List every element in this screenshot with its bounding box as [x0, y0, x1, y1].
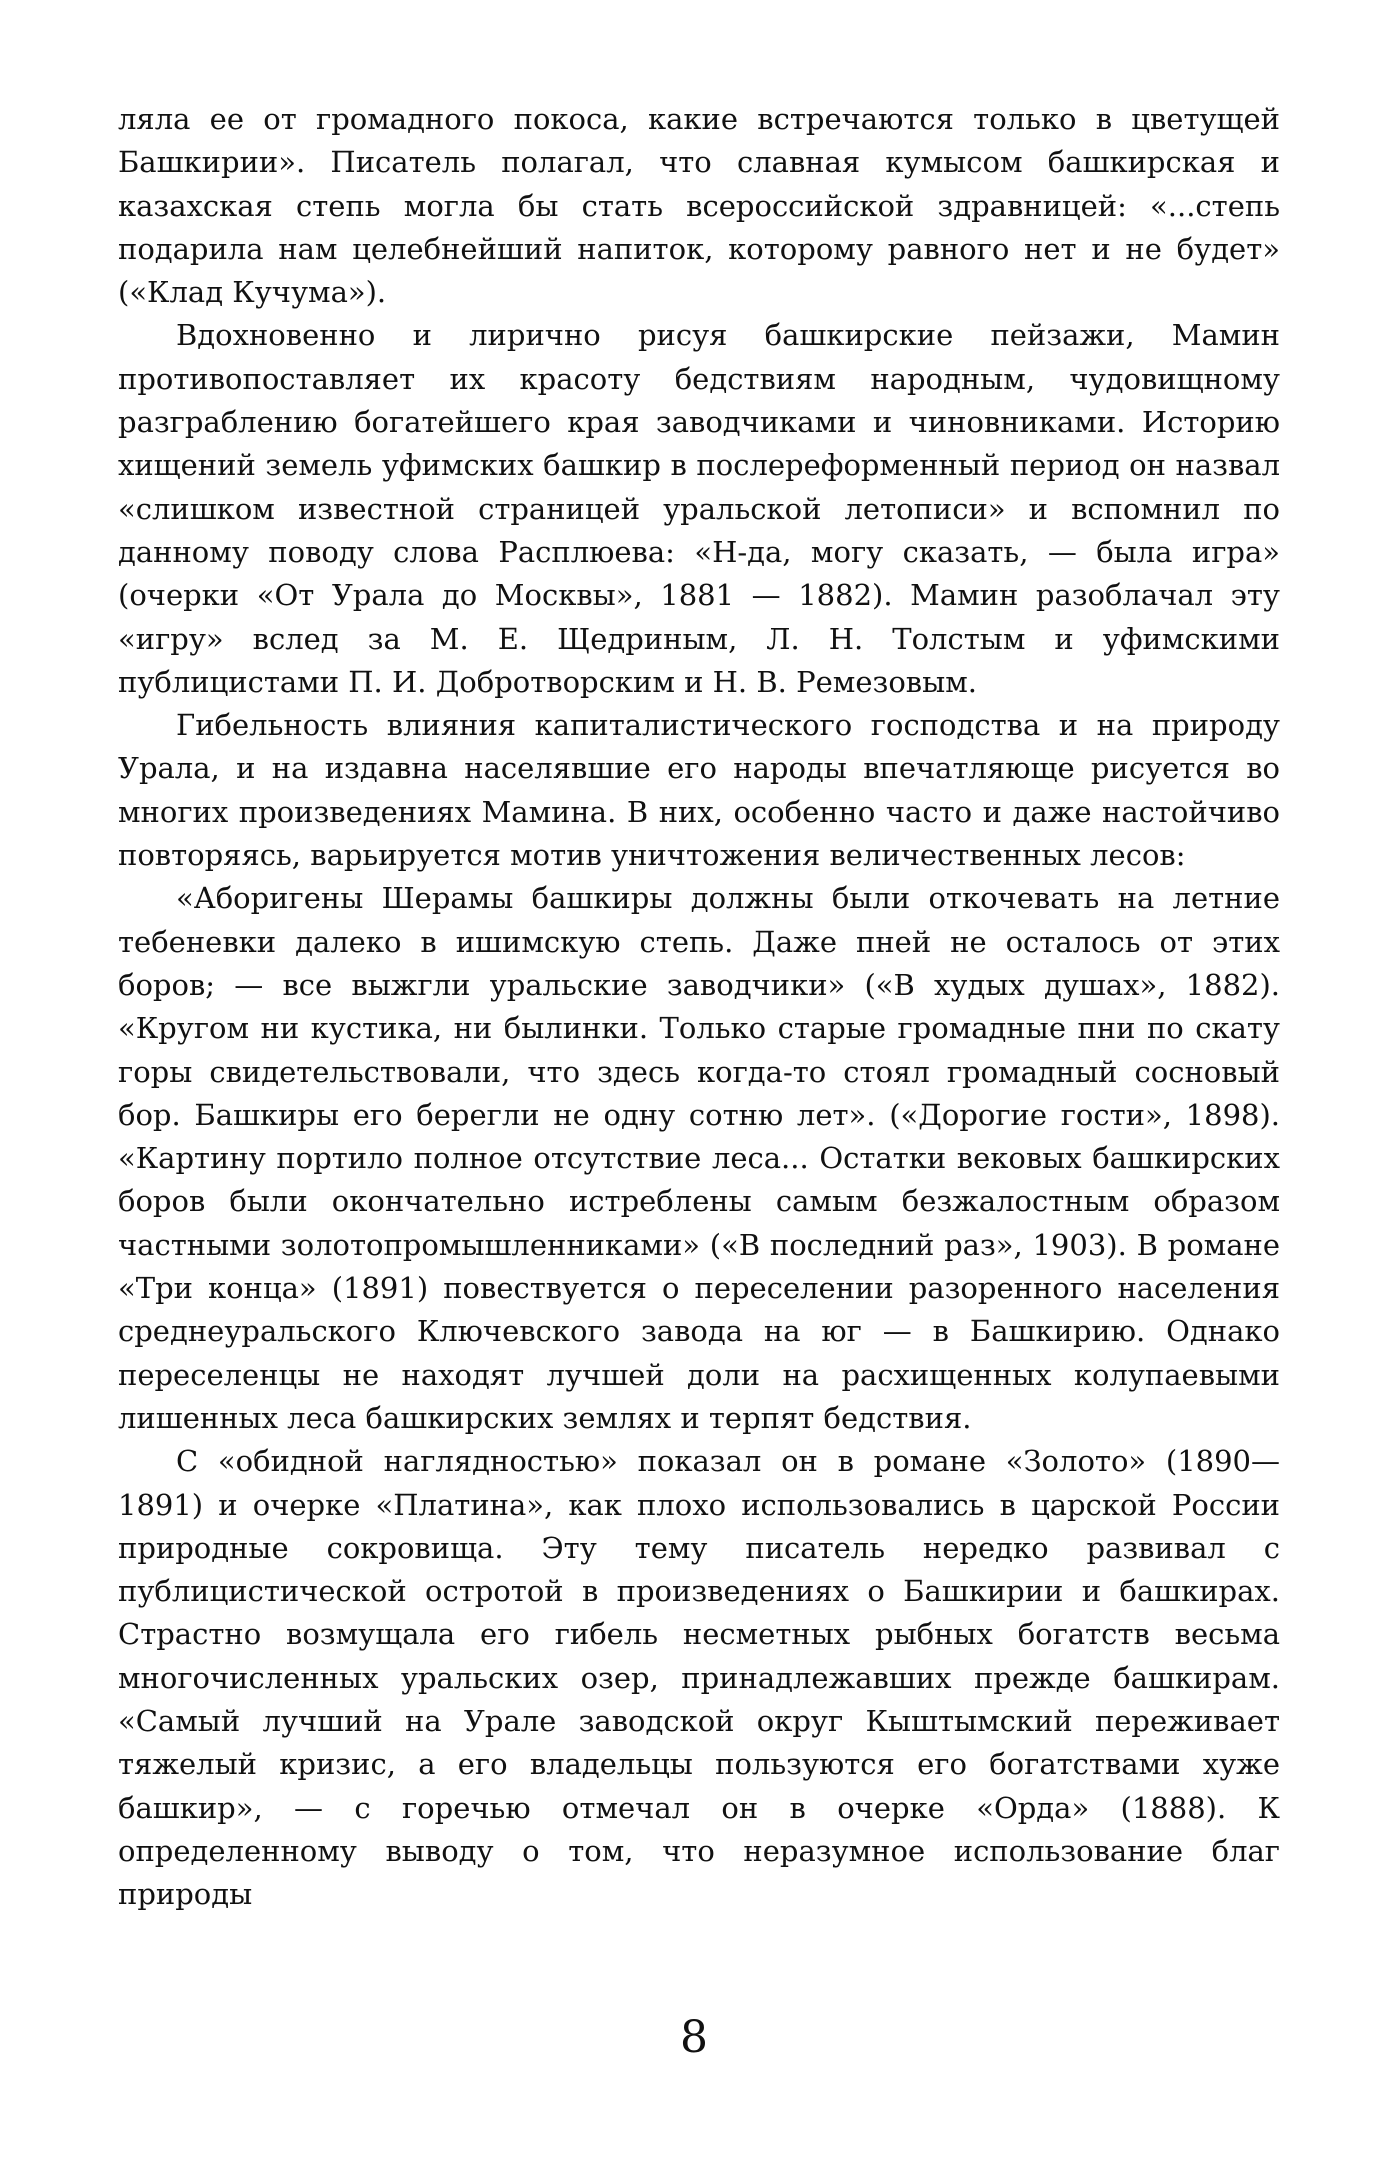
paragraph-1: ляла ее от громадного покоса, какие встречаются только в цветущей Башкирии». Писатель полагал, что славная кумысом башкирская и казахская степь могла бы стать всероссийской здравницей: «...степь подарила нам целебнейший напиток, которому равного нет и не будет» («Клад Кучума»).	[118, 102, 1280, 310]
paragraph-4: «Аборигены Шерамы башкиры должны были откочевать на летние тебеневки далеко в ишимскую степь. Даже пней не осталось от этих боров; — все выжгли уральские заводчики» («В худых душах», 1882). «Кругом ни кустика, ни былинки. Только старые громадные пни по скату горы свидетельствовали, что здесь когда-то стоял громадный сосновый бор. Башкиры его берегли не одну сотню лет». («Дорогие гости», 1898). «Картину портило полное отсутствие леса... Остатки вековых башкирских боров были окончательно истреблены самым безжалостным образом частными золотопромышленниками» («В последний раз», 1903). В романе «Три конца» (1891) повествуется о переселении разоренного населения среднеуральского Ключевского завода на юг — в Башкирию. Однако переселенцы не находят лучшей доли на расхищенных колупаевыми лишенных леса башкирских землях и терпят бедствия.	[118, 881, 1280, 1435]
paragraph-3: Гибельность влияния капиталистического господства и на природу Урала, и на издавна населявшие его народы впечатляюще рисуется во многих произведениях Мамина. В них, особенно часто и даже настойчиво повторяясь, варьируется мотив уничтожения величественных лесов:	[118, 708, 1280, 873]
page-number: 8	[680, 2012, 708, 2063]
paragraph-2: Вдохновенно и лирично рисуя башкирские пейзажи, Мамин противопоставляет их красоту бедствиям народным, чудовищному разграблению богатейшего края заводчиками и чиновниками. Историю хищений земель уфимских башкир в послереформенный период он назвал «слишком известной страницей уральской летописи» и вспомнил по данному поводу слова Расплюева: «Н-да, могу сказать, — была игра» (очерки «От Урала до Москвы», 1881 — 1882). Мамин разоблачал эту «игру» вслед за М. Е. Щедриным, Л. Н. Толстым и уфимскими публицистами П. И. Добротворским и Н. В. Ремезовым.	[118, 318, 1280, 699]
paragraph-5: С «обидной наглядностью» показал он в романе «Золото» (1890—1891) и очерке «Платина», как плохо использовались в царской России природные сокровища. Эту тему писатель нередко развивал с публицистической остротой в произведениях о Башкирии и башкирах. Страстно возмущала его гибель несметных рыбных богатств весьма многочисленных уральских озер, принадлежавших прежде башкирам. «Самый лучший на Урале заводской округ Кыштымский переживает тяжелый кризис, а его владельцы пользуются его богатствами хуже башкир», — с горечью отмечал он в очерке «Орда» (1888). К определенному выводу о том, что неразумное использование благ природы	[118, 1444, 1280, 1912]
page-body	[118, 98, 1280, 1916]
